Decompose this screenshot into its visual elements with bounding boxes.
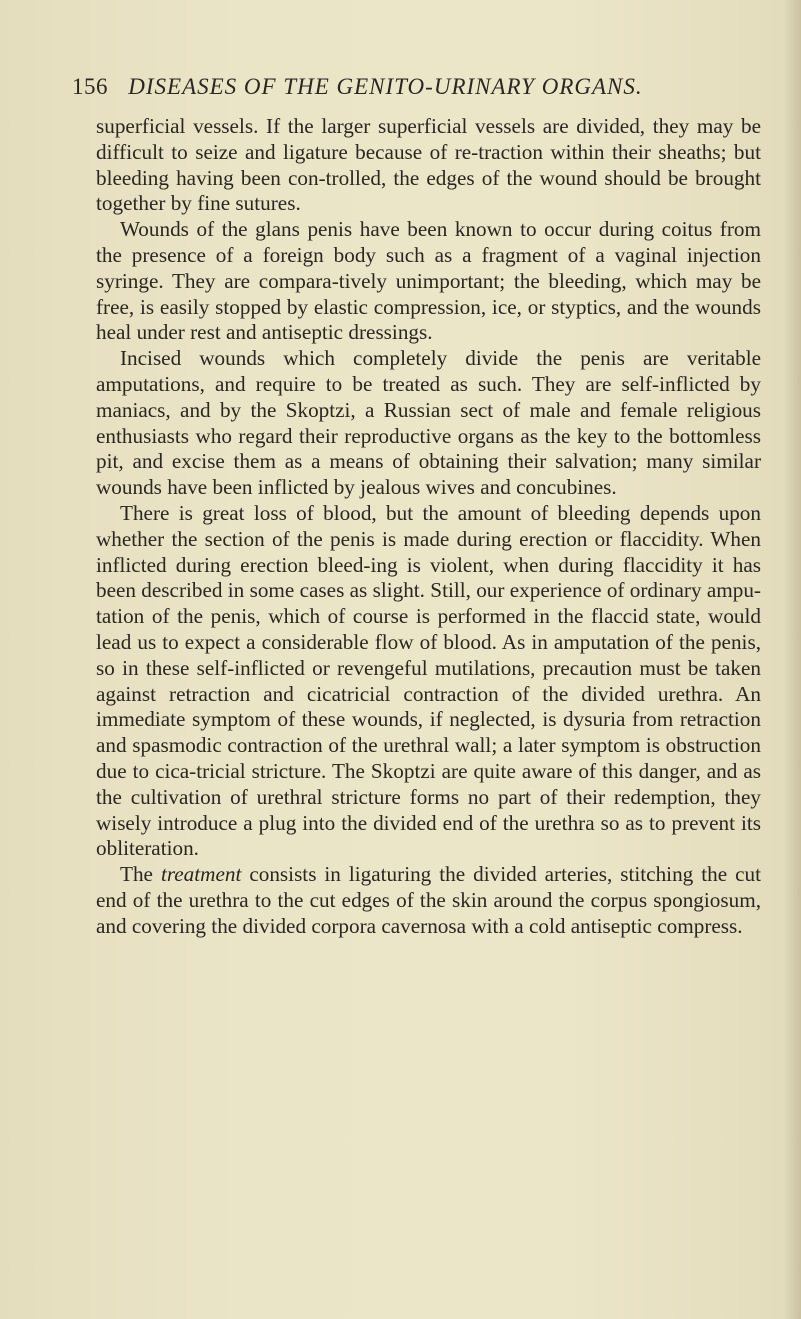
paragraph-3: Incised wounds which completely divide the penis are veritable amputations, and require to be treated as such. They are self-inflicted by maniacs, and by the Skoptzi, a Russian sect of male and female religious enthusiasts who regard their reproductive organs as the key to the bottomless pit, and excise them as a means of obtaining their salvation; many similar wounds have been inflicted by jealous wives and concubines. — [96, 346, 761, 500]
page-number: 156 — [72, 74, 108, 99]
running-header — [72, 74, 772, 104]
paragraph-4: There is great loss of blood, but the amount of bleeding depends upon whether the section of the penis is made during erection or flaccidity. When inflicted during erection bleed-ing is violent, when during flaccidity it has been described in some cases as slight. Still, our experience of ordinary ampu-tation of the penis, which of course is performed in the flaccid state, would lead us to expect a considerable flow of blood. As in amputation of the penis, so in these self-inflicted or revengeful mutilations, precaution must be taken against retraction and cicatricial contraction of the divided urethra. An immediate symptom of these wounds, if neglected, is dysuria from retraction and spasmodic contraction of the urethral wall; a later symptom is obstruction due to cica-tricial stricture. The Skoptzi are quite aware of this danger, and as the cultivation of urethral stricture forms no part of their redemption, they wisely introduce a plug into the divided end of the urethra so as to prevent its obliteration. — [96, 500, 761, 861]
paragraph-5-lead: The — [120, 862, 161, 887]
page-edge-shadow — [783, 0, 801, 1319]
paragraph-1: superficial vessels. If the larger superficial vessels are divided, they may be difficult to seize and ligature because of re-traction within their sheaths; but bleeding having been con-trolled, the edges of the wound should be brought together by fine sutures. — [96, 114, 761, 216]
treatment-italic: treatment — [160, 862, 242, 887]
paragraph-5-text: consists in ligaturing the divided arteries, stitching the cut end of the urethra to the cut edges of the skin around the corpus spongiosum, and covering the divided corpora cavernosa with a cold antiseptic compress. — [96, 862, 761, 938]
running-title: DISEASES OF THE GENITO-URINARY ORGANS. — [128, 74, 643, 99]
paragraph-2: Wounds of the glans penis have been known to occur during coitus from the presence of a foreign body such as a fragment of a vaginal injection syringe. They are compara-tively unimportant; the bleeding, which may be free, is easily stopped by elastic compression, ice, or styptics, and the wounds heal under rest and antiseptic dressings. — [96, 217, 761, 345]
body-text — [96, 114, 761, 940]
paragraph-5 — [96, 862, 761, 939]
